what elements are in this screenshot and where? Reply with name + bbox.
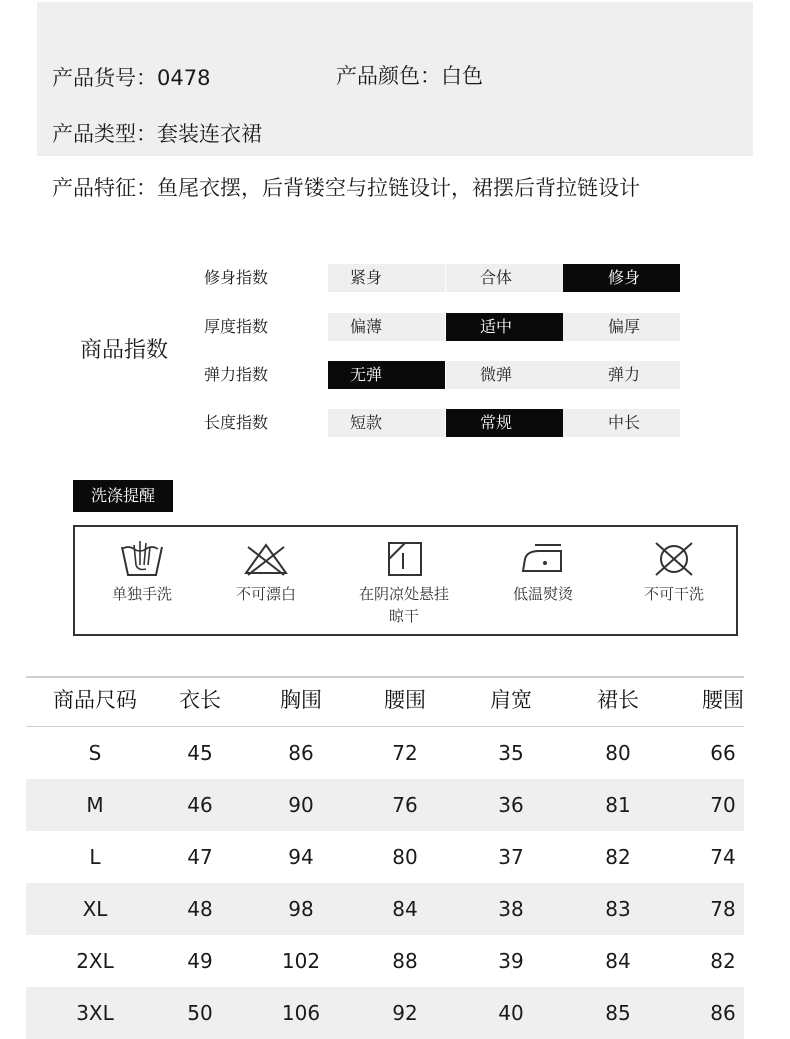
index-option: 中长: [563, 409, 680, 437]
size-table-cell: 36: [498, 793, 524, 817]
size-table-header-cell: 肩宽: [490, 688, 532, 712]
size-table-cell: 72: [392, 741, 418, 765]
hand-wash-icon: [116, 535, 168, 579]
size-table-cell: L: [89, 845, 101, 869]
size-table-cell: 3XL: [76, 1001, 114, 1025]
size-table-cell: 86: [288, 741, 314, 765]
no-bleach-icon: [240, 535, 292, 579]
index-option: 合体: [446, 264, 563, 292]
size-table-cell: M: [86, 793, 104, 817]
size-table-cell: S: [88, 741, 102, 765]
index-row-label: 厚度指数: [204, 317, 269, 336]
size-table-cell: 98: [288, 897, 314, 921]
shade-dry-icon: [378, 535, 430, 579]
size-table-cell: 82: [710, 949, 736, 973]
index-option: 常规: [446, 409, 563, 437]
size-table-top-border: [26, 676, 744, 678]
size-table-cell: 88: [392, 949, 418, 973]
wash-label-no-dry-clean: 不可干洗: [643, 585, 704, 603]
size-table-cell: XL: [82, 897, 108, 921]
index-option: 弹力: [563, 361, 680, 389]
index-row-label: 修身指数: [204, 268, 269, 287]
size-table-cell: 39: [498, 949, 524, 973]
size-table-cell: 2XL: [76, 949, 114, 973]
size-table-cell: 84: [605, 949, 631, 973]
wash-item-no-dry-clean: [614, 535, 734, 605]
product-color: 产品颜色：白色: [336, 64, 483, 88]
size-table-header-cell: 裙长: [597, 688, 639, 712]
wash-item-low-iron: [483, 535, 603, 605]
wash-label-no-bleach: 不可漂白: [235, 585, 296, 603]
size-table-header-cell: 衣长: [179, 688, 221, 712]
size-table-cell: 83: [605, 897, 631, 921]
wash-label-shade-dry: 在阴凉处悬挂: [358, 585, 449, 603]
size-table-cell: 66: [710, 741, 736, 765]
size-table-cell: 80: [392, 845, 418, 869]
no-dry-clean-icon: [648, 535, 700, 579]
index-option: 适中: [446, 313, 563, 341]
low-iron-icon: [517, 535, 569, 579]
product-item-number: 产品货号：0478: [52, 66, 211, 90]
size-table-cell: 90: [288, 793, 314, 817]
size-table-cell: 49: [187, 949, 213, 973]
index-option: 紧身: [328, 264, 445, 292]
size-table-header-cell: 胸围: [280, 688, 322, 712]
size-table-cell: 78: [710, 897, 736, 921]
size-table-cell: 102: [281, 949, 321, 973]
size-table-cell: 38: [498, 897, 524, 921]
index-option: 微弹: [446, 361, 563, 389]
size-table-cell: 81: [605, 793, 631, 817]
index-row-label: 弹力指数: [204, 365, 269, 384]
index-option: 偏薄: [328, 313, 445, 341]
size-table-header-border: [26, 726, 744, 727]
size-table-cell: 48: [187, 897, 213, 921]
size-table-cell: 80: [605, 741, 631, 765]
index-row-label: 长度指数: [204, 413, 269, 432]
product-index-title: 商品指数: [80, 338, 169, 363]
size-table-cell: 86: [710, 1001, 736, 1025]
size-table-cell: 47: [187, 845, 213, 869]
size-table-cell: 84: [392, 897, 418, 921]
wash-label-shade-dry-line2: 晾干: [388, 607, 419, 625]
size-table-cell: 70: [710, 793, 736, 817]
index-option: 无弹: [328, 361, 445, 389]
wash-item-hand-wash: [82, 535, 202, 605]
size-table-cell: 35: [498, 741, 524, 765]
index-option: 修身: [563, 264, 680, 292]
size-table-cell: 85: [605, 1001, 631, 1025]
size-table-cell: 37: [498, 845, 524, 869]
size-table-cell: 40: [498, 1001, 524, 1025]
product-type: 产品类型：套装连衣裙: [52, 122, 262, 146]
wash-label-hand-wash: 单独手洗: [111, 585, 172, 603]
size-table-cell: 94: [288, 845, 314, 869]
wash-item-shade-dry: [344, 535, 464, 627]
size-table-cell: 82: [605, 845, 631, 869]
wash-item-no-bleach: [206, 535, 326, 605]
size-table-header-cell: 腰围: [702, 688, 744, 712]
size-table-cell: 74: [710, 845, 736, 869]
product-features: 产品特征：鱼尾衣摆，后背镂空与拉链设计，裙摆后背拉链设计: [52, 176, 640, 200]
size-table-header-cell: 商品尺码: [53, 688, 137, 712]
size-table-cell: 46: [187, 793, 213, 817]
size-table-header-cell: 腰围: [384, 688, 426, 712]
wash-reminder-tag: 洗涤提醒: [73, 480, 173, 512]
size-table-cell: 50: [187, 1001, 213, 1025]
size-table-cell: 76: [392, 793, 418, 817]
index-option: 短款: [328, 409, 445, 437]
size-table-cell: 45: [187, 741, 213, 765]
wash-label-low-iron: 低温熨烫: [512, 585, 573, 603]
size-table-cell: 106: [281, 1001, 321, 1025]
index-option: 偏厚: [563, 313, 680, 341]
size-table-cell: 92: [392, 1001, 418, 1025]
